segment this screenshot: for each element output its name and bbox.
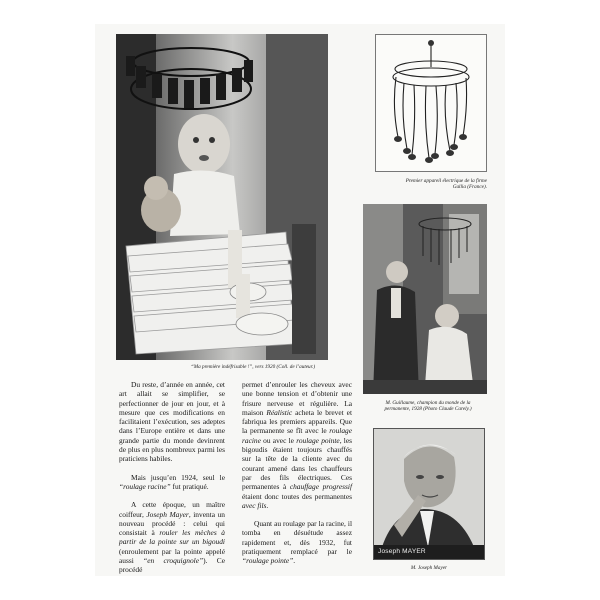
p4-emphasis-2: roulage racine <box>242 426 352 445</box>
p4-emphasis-4: chauffage progressif <box>289 482 352 492</box>
main-photo-child-perm-machine <box>116 34 328 360</box>
perm-device-illustration <box>376 35 486 171</box>
device-caption-line-2: Gallia (France). <box>452 184 487 191</box>
paragraph-2 <box>119 473 225 492</box>
p4-emphasis-1: Réalistic <box>266 407 293 417</box>
mayer-nameplate <box>374 545 484 559</box>
p2-emphasis: “roulage racine” <box>119 481 171 491</box>
p4-emphasis-3: roulage pointe <box>296 435 340 445</box>
p2-text-a: Mais jusqu’en 1924, seul le <box>131 472 225 482</box>
p2-text-b: fut pratiqué. <box>170 481 209 491</box>
p3-text-c: (enroulement par la pointe appelé aussi <box>119 546 225 566</box>
p3-text-a: A cette époque, un maître coiffeur, <box>119 500 225 519</box>
text-column-left <box>119 380 225 584</box>
paragraph-5 <box>242 519 352 565</box>
p3-emphasis-2: rouler les mèches à partir de la pointe sur un bigoudi <box>119 528 225 547</box>
guillaume-caption-line-2: permanente, 1928 (Photo Claude Carely.) <box>384 406 472 413</box>
p4-text-d: , les bigoudis étaient toujours chauffés sur la tête de la cliente avec du courant amené dans les chauffeurs par des fils électriques. Ces permanentes à <box>242 435 353 492</box>
text-column-right <box>242 380 352 575</box>
main-photo-illustration <box>116 34 328 360</box>
mayer-portrait-illustration <box>374 429 484 547</box>
p4-text-a: permet d’enrouler les cheveux avec une bonne tension et d’obtenir une frisure nerveuse et régulière. La maison <box>242 380 352 417</box>
guillaume-caption-line-1: M. Guillaume, champion du monde de la <box>385 400 471 406</box>
paragraph-1: Du reste, d’année en année, cet art allait se simplifier, se perfectionner de jour en jour, et à mesure que ces modifications en facilitaient l’exécution, ses adeptes dans l’Europe entière et dans une grande partie du monde devinrent de plus en plus nombreux parmi les praticiens habiles. <box>119 380 225 464</box>
device-drawing <box>375 34 487 172</box>
p4-emphasis-5: avec fils <box>242 500 267 510</box>
paragraph-3 <box>119 500 225 574</box>
mayer-nameplate-text: Joseph MAYER <box>378 548 426 555</box>
device-caption-line-1: Premier appareil électrique de la firme <box>405 178 487 184</box>
joseph-mayer-portrait <box>373 428 485 560</box>
guillaume-photo-illustration <box>363 204 487 394</box>
device-caption <box>375 178 487 191</box>
book-page <box>95 24 505 576</box>
p3-text-d: ). Ce procédé <box>119 556 225 575</box>
guillaume-photo <box>363 204 487 394</box>
main-photo-caption: “Ma première indéfrisable !”, vers 1920 (Coll. de l’auteur.) <box>190 364 316 370</box>
p3-emphasis-1: Joseph Mayer <box>146 509 189 519</box>
paragraph-4 <box>242 380 352 510</box>
p4-text-e: étaient donc toutes des permanentes <box>242 491 352 501</box>
guillaume-caption <box>367 400 489 413</box>
p4-text-b: acheta le brevet et fabriqua les premiers appareils. Que la permanente se fît avec le <box>242 407 352 436</box>
p4-text-c: ou avec le <box>260 435 297 445</box>
p5-text-b: . <box>293 556 296 566</box>
p4-text-f: . <box>266 500 269 510</box>
mayer-caption: M. Joseph Mayer <box>410 565 448 571</box>
p5-emphasis: “roulage pointe” <box>242 556 294 566</box>
p5-text-a: Quant au roulage par la racine, il tomba en désuétude assez rapidement et, dès 1932, fut pratiquement remplacé par le <box>242 519 352 557</box>
p3-text-b: , inventa un nouveau procédé : celui qui consistait à <box>119 509 225 538</box>
p3-emphasis-3: “en croquignole” <box>143 556 204 566</box>
